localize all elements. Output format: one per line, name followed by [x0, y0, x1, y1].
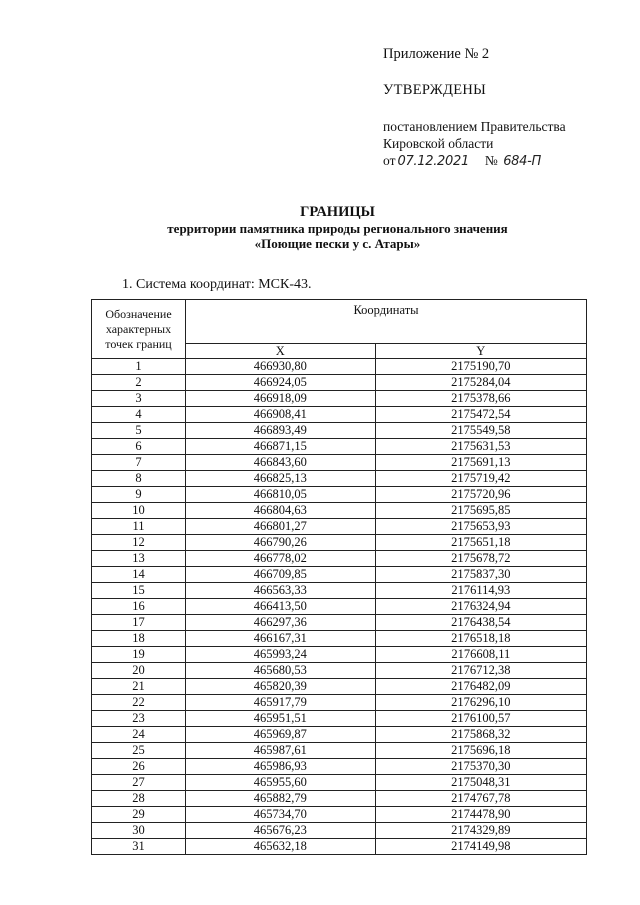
x-coordinate-cell: 466871,15	[186, 439, 376, 455]
y-coordinate-cell: 2175678,72	[375, 551, 586, 567]
point-number-cell: 22	[92, 695, 186, 711]
table-row	[92, 439, 587, 455]
point-number-cell: 24	[92, 727, 186, 743]
point-number-cell: 25	[92, 743, 186, 759]
point-number-cell: 1	[92, 359, 186, 375]
table-row	[92, 455, 587, 471]
y-coordinate-cell: 2175719,42	[375, 471, 586, 487]
table-row	[92, 375, 587, 391]
table-row	[92, 599, 587, 615]
annex-number: Приложение № 2	[383, 46, 490, 62]
x-coordinate-cell: 466930,80	[186, 359, 376, 375]
x-coordinate-cell: 466167,31	[186, 631, 376, 647]
y-coordinate-cell: 2175691,13	[375, 455, 586, 471]
date-prefix: от	[383, 153, 396, 168]
y-coordinate-cell: 2175378,66	[375, 391, 586, 407]
header-x: X	[186, 344, 376, 359]
table-row	[92, 359, 587, 375]
document-title	[0, 204, 640, 251]
table-row	[92, 711, 587, 727]
x-coordinate-cell: 466804,63	[186, 503, 376, 519]
y-coordinate-cell: 2175631,53	[375, 439, 586, 455]
number-label: №	[484, 153, 498, 168]
coordinate-system: 1. Система координат: МСК-43.	[122, 277, 312, 292]
x-coordinate-cell: 466924,05	[186, 375, 376, 391]
x-coordinate-cell: 466413,50	[186, 599, 376, 615]
decree-line-1: постановлением Правительства	[383, 119, 566, 134]
header-y: Y	[375, 344, 586, 359]
y-coordinate-cell: 2175720,96	[375, 487, 586, 503]
table-row	[92, 615, 587, 631]
x-coordinate-cell: 465951,51	[186, 711, 376, 727]
y-coordinate-cell: 2175868,32	[375, 727, 586, 743]
x-coordinate-cell: 465882,79	[186, 791, 376, 807]
y-coordinate-cell: 2175651,18	[375, 535, 586, 551]
y-coordinate-cell: 2175653,93	[375, 519, 586, 535]
x-coordinate-cell: 466790,26	[186, 535, 376, 551]
point-number-cell: 19	[92, 647, 186, 663]
point-number-cell: 10	[92, 503, 186, 519]
point-number-cell: 8	[92, 471, 186, 487]
x-coordinate-cell: 465632,18	[186, 839, 376, 855]
decree-block	[383, 118, 566, 170]
table-row	[92, 743, 587, 759]
y-coordinate-cell: 2175696,18	[375, 743, 586, 759]
point-number-cell: 17	[92, 615, 186, 631]
y-coordinate-cell: 2176518,18	[375, 631, 586, 647]
point-number-cell: 3	[92, 391, 186, 407]
point-number-cell: 16	[92, 599, 186, 615]
approved-label: УТВЕРЖДЕНЫ	[383, 82, 487, 98]
x-coordinate-cell: 465917,79	[186, 695, 376, 711]
point-number-cell: 6	[92, 439, 186, 455]
y-coordinate-cell: 2174149,98	[375, 839, 586, 855]
table-row	[92, 519, 587, 535]
x-coordinate-cell: 466918,09	[186, 391, 376, 407]
point-number-cell: 7	[92, 455, 186, 471]
table-row	[92, 759, 587, 775]
table-row	[92, 631, 587, 647]
point-number-cell: 14	[92, 567, 186, 583]
y-coordinate-cell: 2175284,04	[375, 375, 586, 391]
point-number-cell: 28	[92, 791, 186, 807]
title-main: ГРАНИЦЫ	[300, 204, 375, 220]
y-coordinate-cell: 2176296,10	[375, 695, 586, 711]
y-coordinate-cell: 2175370,30	[375, 759, 586, 775]
x-coordinate-cell: 465986,93	[186, 759, 376, 775]
table-row	[92, 423, 587, 439]
y-coordinate-cell: 2175837,30	[375, 567, 586, 583]
x-coordinate-cell: 465676,23	[186, 823, 376, 839]
point-number-cell: 18	[92, 631, 186, 647]
table-row	[92, 583, 587, 599]
y-coordinate-cell: 2174767,78	[375, 791, 586, 807]
x-coordinate-cell: 466297,36	[186, 615, 376, 631]
table-row	[92, 823, 587, 839]
y-coordinate-cell: 2175549,58	[375, 423, 586, 439]
x-coordinate-cell: 465820,39	[186, 679, 376, 695]
point-number-cell: 29	[92, 807, 186, 823]
title-line-2: «Поющие пески у с. Атары»	[254, 236, 421, 251]
table-row	[92, 663, 587, 679]
decree-date: 07.12.2021	[397, 154, 469, 169]
y-coordinate-cell: 2176608,11	[375, 647, 586, 663]
x-coordinate-cell: 466825,13	[186, 471, 376, 487]
y-coordinate-cell: 2176114,93	[375, 583, 586, 599]
x-coordinate-cell: 466709,85	[186, 567, 376, 583]
point-number-cell: 4	[92, 407, 186, 423]
x-coordinate-cell: 465955,60	[186, 775, 376, 791]
table-row	[92, 679, 587, 695]
point-number-cell: 23	[92, 711, 186, 727]
decree-date-line	[383, 152, 566, 170]
coordinates-table	[91, 299, 587, 855]
x-coordinate-cell: 465987,61	[186, 743, 376, 759]
table-row	[92, 807, 587, 823]
table-row	[92, 503, 587, 519]
point-number-cell: 13	[92, 551, 186, 567]
header-coordinates: Координаты	[186, 300, 587, 344]
table-row	[92, 839, 587, 855]
x-coordinate-cell: 465969,87	[186, 727, 376, 743]
x-coordinate-cell: 466843,60	[186, 455, 376, 471]
y-coordinate-cell: 2176712,38	[375, 663, 586, 679]
table-row	[92, 551, 587, 567]
table-row	[92, 791, 587, 807]
title-line-1: территории памятника природы регионального значения	[167, 221, 508, 236]
table-row	[92, 695, 587, 711]
y-coordinate-cell: 2174478,90	[375, 807, 586, 823]
point-number-cell: 9	[92, 487, 186, 503]
header-point: Обозначение характерных точек границ	[92, 300, 186, 359]
y-coordinate-cell: 2174329,89	[375, 823, 586, 839]
x-coordinate-cell: 465993,24	[186, 647, 376, 663]
point-number-cell: 2	[92, 375, 186, 391]
y-coordinate-cell: 2175695,85	[375, 503, 586, 519]
x-coordinate-cell: 465734,70	[186, 807, 376, 823]
decree-line-2: Кировской области	[383, 136, 494, 151]
table-row	[92, 471, 587, 487]
x-coordinate-cell: 465680,53	[186, 663, 376, 679]
point-number-cell: 12	[92, 535, 186, 551]
table-row	[92, 535, 587, 551]
point-number-cell: 27	[92, 775, 186, 791]
table-row	[92, 391, 587, 407]
point-number-cell: 5	[92, 423, 186, 439]
x-coordinate-cell: 466801,27	[186, 519, 376, 535]
x-coordinate-cell: 466778,02	[186, 551, 376, 567]
y-coordinate-cell: 2176324,94	[375, 599, 586, 615]
table-row	[92, 775, 587, 791]
x-coordinate-cell: 466893,49	[186, 423, 376, 439]
point-number-cell: 26	[92, 759, 186, 775]
point-number-cell: 11	[92, 519, 186, 535]
y-coordinate-cell: 2175190,70	[375, 359, 586, 375]
y-coordinate-cell: 2176438,54	[375, 615, 586, 631]
y-coordinate-cell: 2176100,57	[375, 711, 586, 727]
decree-number: 684-П	[503, 154, 541, 169]
table-row	[92, 727, 587, 743]
y-coordinate-cell: 2176482,09	[375, 679, 586, 695]
x-coordinate-cell: 466908,41	[186, 407, 376, 423]
x-coordinate-cell: 466810,05	[186, 487, 376, 503]
point-number-cell: 20	[92, 663, 186, 679]
table-body	[92, 359, 587, 855]
table-row	[92, 567, 587, 583]
x-coordinate-cell: 466563,33	[186, 583, 376, 599]
table-row	[92, 407, 587, 423]
table-row	[92, 647, 587, 663]
point-number-cell: 15	[92, 583, 186, 599]
point-number-cell: 30	[92, 823, 186, 839]
point-number-cell: 31	[92, 839, 186, 855]
y-coordinate-cell: 2175472,54	[375, 407, 586, 423]
y-coordinate-cell: 2175048,31	[375, 775, 586, 791]
point-number-cell: 21	[92, 679, 186, 695]
table-row	[92, 487, 587, 503]
